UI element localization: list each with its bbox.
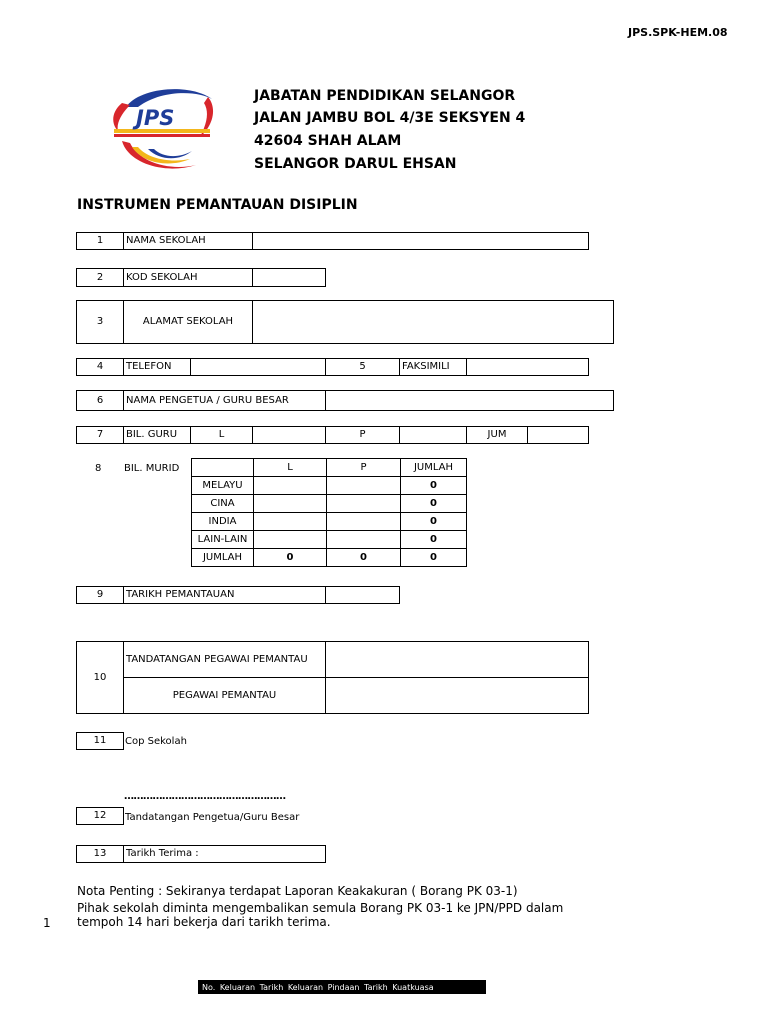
murid-p-input[interactable] (327, 495, 401, 513)
field-number: 10 (77, 642, 124, 714)
murid-total-l-value: 0 (254, 549, 327, 567)
murid-row-melayu (192, 477, 467, 495)
field-number: 8 (95, 463, 102, 474)
nama-pengetua-input[interactable] (326, 391, 614, 411)
murid-row-india (192, 513, 467, 531)
murid-jumlah-value: 0 (401, 513, 467, 531)
pegawai-pemantau-label: PEGAWAI PEMANTAU (124, 678, 326, 714)
tarikh-terima-label: Tarikh Terima : (124, 846, 326, 863)
telefon-label: TELEFON (124, 359, 191, 376)
header-line-1: JABATAN PENDIDIKAN SELANGOR (254, 88, 516, 104)
faksimili-label: FAKSIMILI (400, 359, 467, 376)
pegawai-pemantau-input[interactable] (326, 678, 589, 714)
tarikh-pemantauan-input[interactable] (326, 587, 400, 604)
note-line-2: Pihak sekolah diminta mengembalikan semula Borang PK 03-1 ke JPN/PPD dalam (77, 901, 564, 915)
field-number: 2 (77, 269, 124, 287)
murid-total-p-value: 0 (327, 549, 401, 567)
murid-header-l: L (254, 459, 327, 477)
field-9-row (76, 586, 400, 604)
field-11-number-box (76, 732, 124, 750)
footer-revision-text: No. Keluaran Tarikh Keluaran Pindaan Tarikh Kuatkuasa (202, 983, 434, 992)
murid-row-label: INDIA (192, 513, 254, 531)
footer-revision-bar (198, 980, 486, 994)
cop-sekolah-label: Cop Sekolah (125, 736, 187, 747)
alamat-sekolah-label: ALAMAT SEKOLAH (124, 301, 253, 344)
field-1-row (76, 232, 589, 250)
tarikh-pemantauan-label: TARIKH PEMANTAUAN (124, 587, 326, 604)
murid-row-label: MELAYU (192, 477, 254, 495)
logo-text: JPS (136, 106, 175, 130)
murid-l-input[interactable] (254, 477, 327, 495)
guru-jumlah-label: JUM (467, 427, 528, 444)
guru-perempuan-input[interactable] (400, 427, 467, 444)
field-number: 7 (77, 427, 124, 444)
tandatangan-pengetua-label: Tandatangan Pengetua/Guru Besar (125, 812, 300, 823)
guru-perempuan-label: P (326, 427, 400, 444)
murid-jumlah-value: 0 (401, 531, 467, 549)
murid-row-label: CINA (192, 495, 254, 513)
field-number: 1 (77, 233, 124, 250)
murid-p-input[interactable] (327, 513, 401, 531)
document-code: JPS.SPK-HEM.08 (628, 26, 728, 39)
nama-sekolah-input[interactable] (253, 233, 589, 250)
header-line-3: 42604 SHAH ALAM (254, 133, 402, 149)
field-number: 6 (77, 391, 124, 411)
field-10-block (76, 641, 589, 714)
header-line-4: SELANGOR DARUL EHSAN (254, 156, 457, 172)
murid-header-p: P (327, 459, 401, 477)
murid-row-cina (192, 495, 467, 513)
murid-header-jumlah: JUMLAH (401, 459, 467, 477)
bil-guru-label: BIL. GURU (124, 427, 191, 444)
murid-row-label: JUMLAH (192, 549, 254, 567)
murid-header-blank (192, 459, 254, 477)
field-number: 4 (77, 359, 124, 376)
form-title: INSTRUMEN PEMANTAUAN DISIPLIN (77, 197, 358, 213)
field-4-5-row (76, 358, 589, 376)
field-6-row (76, 390, 614, 411)
alamat-sekolah-input[interactable] (253, 301, 614, 344)
field-13-row (76, 845, 326, 863)
field-number: 13 (77, 846, 124, 863)
murid-row-lain-lain (192, 531, 467, 549)
tandatangan-pegawai-input[interactable] (326, 642, 589, 678)
murid-jumlah-value: 0 (401, 477, 467, 495)
jps-logo (108, 85, 216, 177)
guru-lelaki-input[interactable] (253, 427, 326, 444)
field-2-row (76, 268, 326, 287)
bil-murid-table (191, 458, 467, 567)
murid-l-input[interactable] (254, 513, 327, 531)
kod-sekolah-label: KOD SEKOLAH (124, 269, 253, 287)
murid-row-label: LAIN-LAIN (192, 531, 254, 549)
field-number: 5 (326, 359, 400, 376)
guru-jumlah-input[interactable] (528, 427, 589, 444)
murid-p-input[interactable] (327, 531, 401, 549)
field-number: 9 (77, 587, 124, 604)
nama-sekolah-label: NAMA SEKOLAH (124, 233, 253, 250)
murid-total-jumlah-value: 0 (401, 549, 467, 567)
field-number: 11 (77, 733, 124, 750)
murid-jumlah-value: 0 (401, 495, 467, 513)
field-3-row (76, 300, 614, 344)
murid-l-input[interactable] (254, 495, 327, 513)
note-line-1: Nota Penting : Sekiranya terdapat Laporan Keakakuran ( Borang PK 03-1) (77, 884, 518, 898)
murid-l-input[interactable] (254, 531, 327, 549)
field-12-number-box (76, 807, 124, 825)
telefon-input[interactable] (191, 359, 326, 376)
field-number: 12 (77, 808, 124, 825)
signature-dotted-line: …………………………………………… (124, 791, 286, 802)
faksimili-input[interactable] (467, 359, 589, 376)
note-line-3: tempoh 14 hari bekerja dari tarikh terima. (77, 915, 331, 929)
field-7-row (76, 426, 589, 444)
bil-murid-label: BIL. MURID (124, 463, 180, 474)
kod-sekolah-input[interactable] (253, 269, 326, 287)
header-line-2: JALAN JAMBU BOL 4/3E SEKSYEN 4 (254, 110, 526, 126)
murid-p-input[interactable] (327, 477, 401, 495)
tandatangan-pegawai-label: TANDATANGAN PEGAWAI PEMANTAU (124, 642, 326, 678)
murid-row-jumlah (192, 549, 467, 567)
page-number: 1 (43, 916, 51, 930)
field-number: 3 (77, 301, 124, 344)
murid-header-row (192, 459, 467, 477)
guru-lelaki-label: L (191, 427, 253, 444)
nama-pengetua-label: NAMA PENGETUA / GURU BESAR (124, 391, 326, 411)
